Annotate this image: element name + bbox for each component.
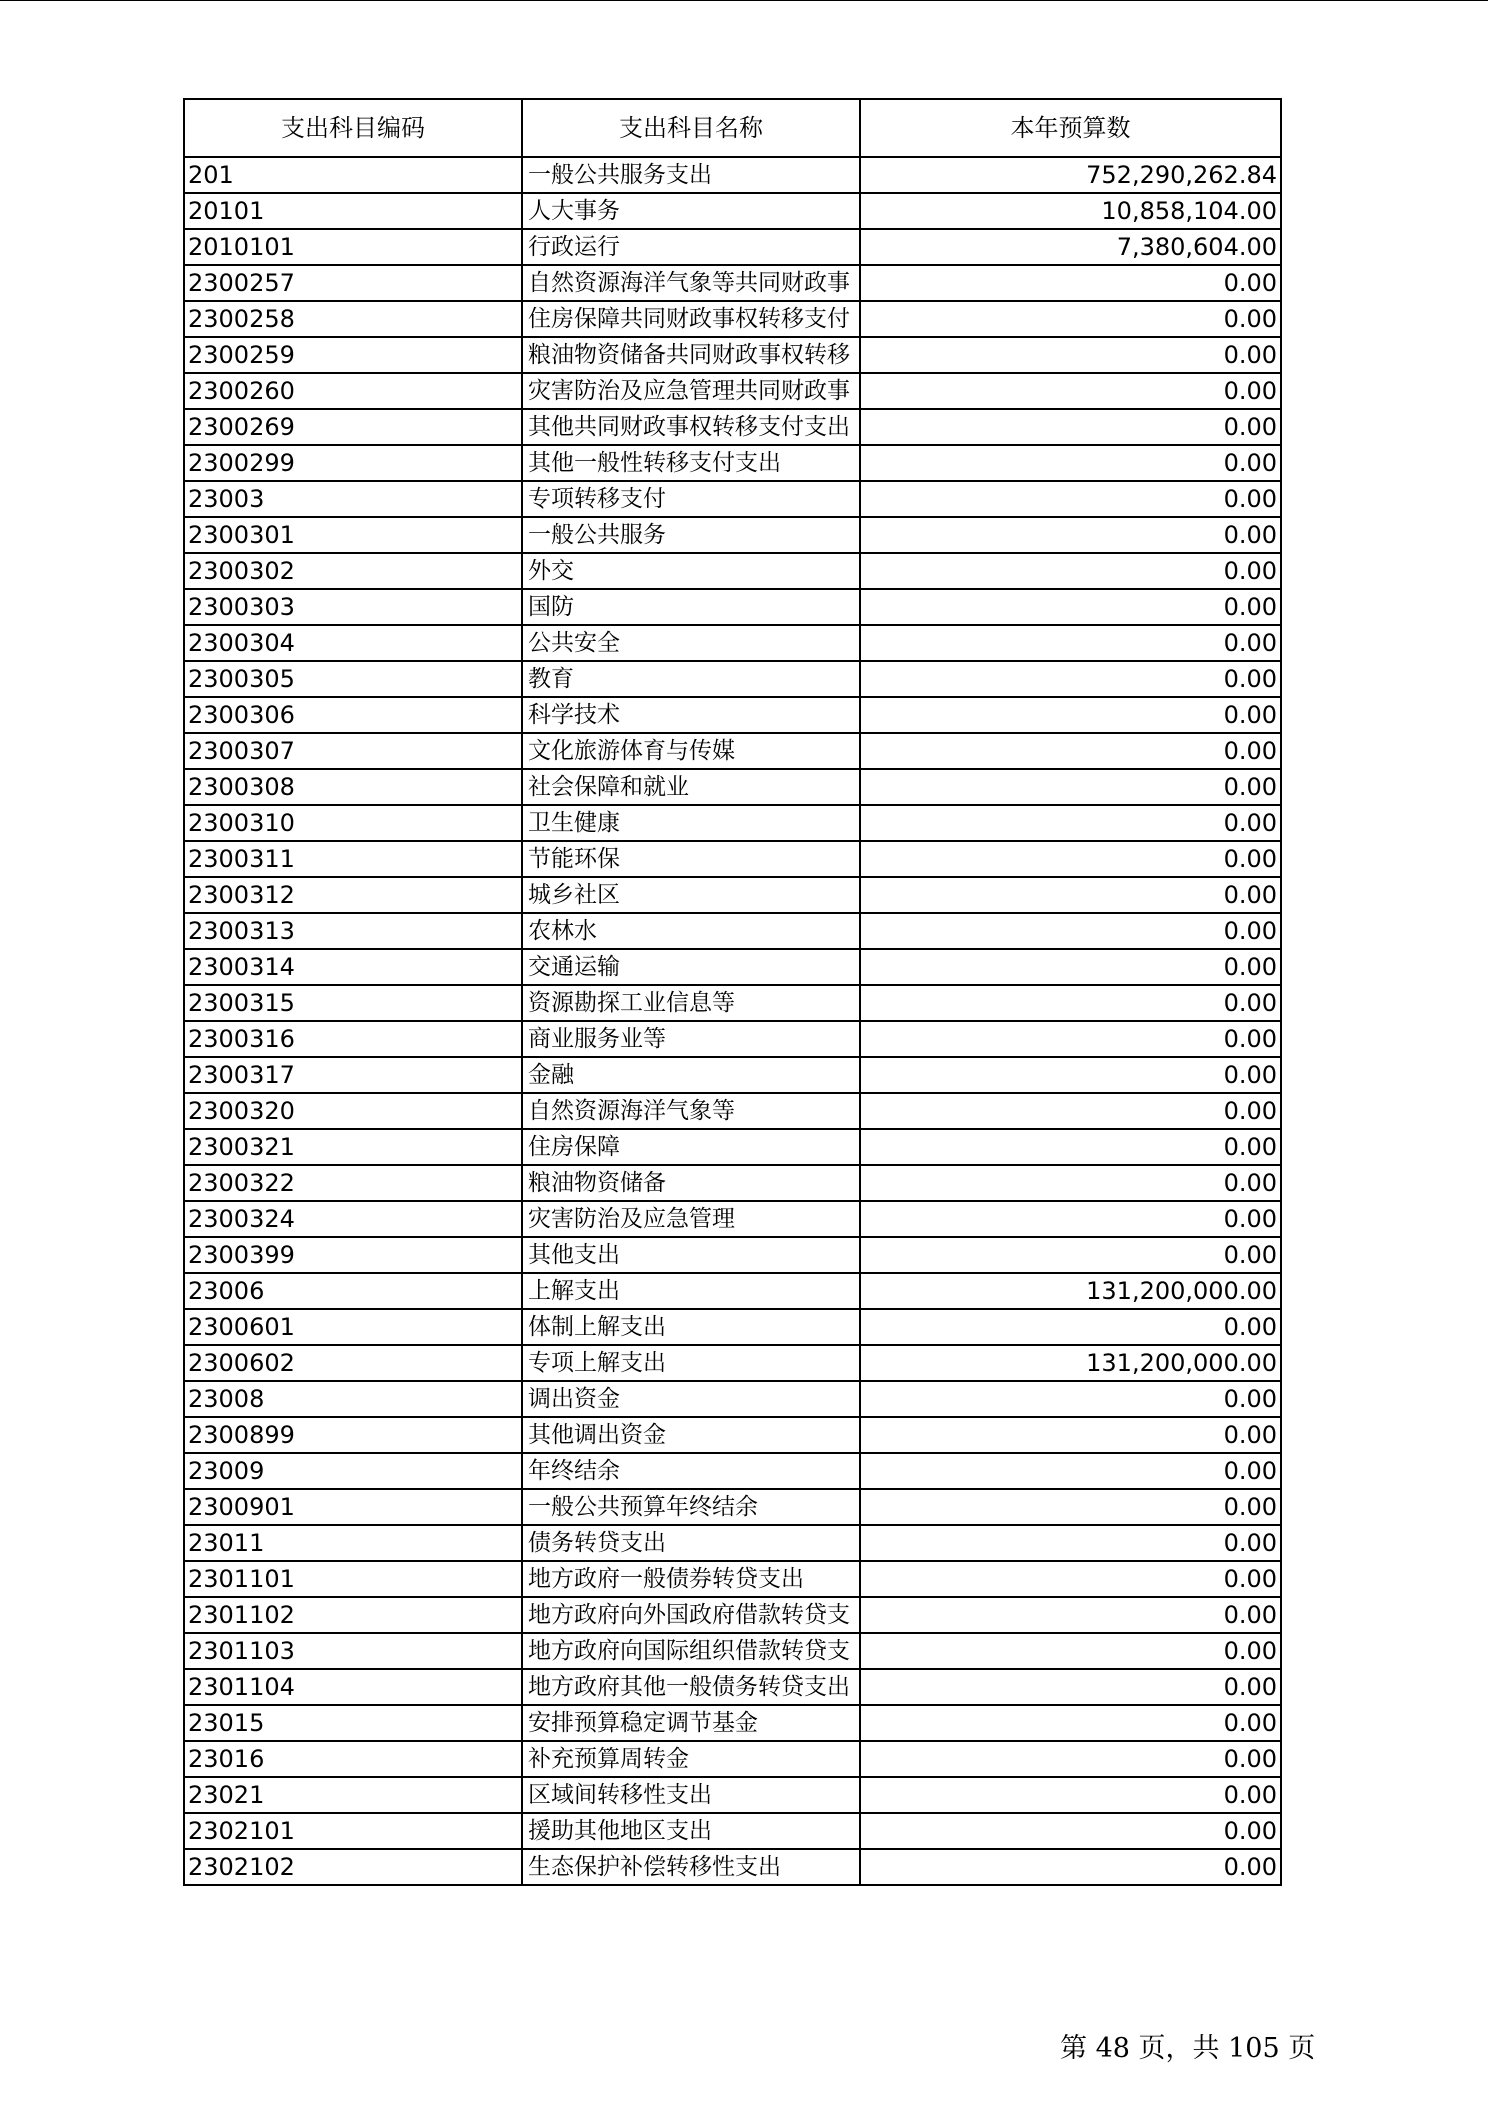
cell-code: 2300306: [184, 697, 522, 733]
table-row: [184, 1345, 1281, 1381]
cell-name: 其他共同财政事权转移支付支出: [522, 409, 860, 445]
cell-amount: 0.00: [860, 1057, 1281, 1093]
cell-amount: 0.00: [860, 1741, 1281, 1777]
cell-name: 教育: [522, 661, 860, 697]
table-row: [184, 949, 1281, 985]
cell-name: 一般公共服务支出: [522, 157, 860, 193]
cell-name: 自然资源海洋气象等: [522, 1093, 860, 1129]
cell-name: 专项转移支付: [522, 481, 860, 517]
table-row: [184, 1381, 1281, 1417]
cell-name: 公共安全: [522, 625, 860, 661]
cell-code: 23008: [184, 1381, 522, 1417]
cell-amount: 0.00: [860, 1165, 1281, 1201]
cell-code: 2300305: [184, 661, 522, 697]
table-row: [184, 1417, 1281, 1453]
table-row: [184, 913, 1281, 949]
cell-name: 住房保障共同财政事权转移支付: [522, 301, 860, 337]
header-amount: 本年预算数: [860, 99, 1281, 157]
cell-amount: 0.00: [860, 1417, 1281, 1453]
cell-amount: 131,200,000.00: [860, 1273, 1281, 1309]
cell-amount: 0.00: [860, 1633, 1281, 1669]
cell-amount: 0.00: [860, 265, 1281, 301]
table-row: [184, 1525, 1281, 1561]
cell-name: 灾害防治及应急管理共同财政事: [522, 373, 860, 409]
cell-name: 其他一般性转移支付支出: [522, 445, 860, 481]
cell-code: 2300601: [184, 1309, 522, 1345]
table-row: [184, 1489, 1281, 1525]
table-row: [184, 265, 1281, 301]
table-row: [184, 337, 1281, 373]
cell-code: 2300304: [184, 625, 522, 661]
cell-name: 生态保护补偿转移性支出: [522, 1849, 860, 1885]
cell-name: 地方政府一般债券转贷支出: [522, 1561, 860, 1597]
table-row: [184, 517, 1281, 553]
cell-name: 安排预算稳定调节基金: [522, 1705, 860, 1741]
cell-name: 卫生健康: [522, 805, 860, 841]
cell-amount: 0.00: [860, 1525, 1281, 1561]
table-row: [184, 481, 1281, 517]
cell-amount: 0.00: [860, 337, 1281, 373]
table-row: [184, 1201, 1281, 1237]
cell-name: 年终结余: [522, 1453, 860, 1489]
cell-code: 2300312: [184, 877, 522, 913]
cell-code: 2300901: [184, 1489, 522, 1525]
cell-amount: 0.00: [860, 589, 1281, 625]
cell-amount: 0.00: [860, 481, 1281, 517]
cell-name: 专项上解支出: [522, 1345, 860, 1381]
cell-amount: 0.00: [860, 445, 1281, 481]
cell-code: 23006: [184, 1273, 522, 1309]
table-row: [184, 1453, 1281, 1489]
cell-amount: 0.00: [860, 877, 1281, 913]
cell-name: 自然资源海洋气象等共同财政事: [522, 265, 860, 301]
cell-code: 2300314: [184, 949, 522, 985]
cell-amount: 0.00: [860, 1813, 1281, 1849]
cell-name: 补充预算周转金: [522, 1741, 860, 1777]
cell-code: 2300313: [184, 913, 522, 949]
table-row: [184, 769, 1281, 805]
cell-amount: 0.00: [860, 913, 1281, 949]
cell-code: 2300322: [184, 1165, 522, 1201]
cell-code: 2300302: [184, 553, 522, 589]
cell-amount: 0.00: [860, 1381, 1281, 1417]
cell-name: 地方政府向外国政府借款转贷支: [522, 1597, 860, 1633]
cell-amount: 0.00: [860, 1561, 1281, 1597]
cell-name: 人大事务: [522, 193, 860, 229]
cell-code: 2300321: [184, 1129, 522, 1165]
cell-name: 金融: [522, 1057, 860, 1093]
cell-code: 2300310: [184, 805, 522, 841]
cell-code: 2300307: [184, 733, 522, 769]
table-row: [184, 445, 1281, 481]
table-row: [184, 1813, 1281, 1849]
table-row: [184, 1237, 1281, 1273]
table-row: [184, 625, 1281, 661]
cell-code: 23011: [184, 1525, 522, 1561]
budget-table: [183, 98, 1282, 1886]
table-row: [184, 1669, 1281, 1705]
cell-amount: 0.00: [860, 517, 1281, 553]
cell-amount: 10,858,104.00: [860, 193, 1281, 229]
cell-code: 23015: [184, 1705, 522, 1741]
cell-amount: 0.00: [860, 1597, 1281, 1633]
table-row: [184, 1273, 1281, 1309]
cell-amount: 0.00: [860, 373, 1281, 409]
table-body: [184, 157, 1281, 1885]
cell-name: 一般公共预算年终结余: [522, 1489, 860, 1525]
cell-amount: 0.00: [860, 1705, 1281, 1741]
cell-code: 2300602: [184, 1345, 522, 1381]
cell-amount: 0.00: [860, 553, 1281, 589]
cell-amount: 0.00: [860, 1093, 1281, 1129]
cell-amount: 0.00: [860, 1489, 1281, 1525]
cell-amount: 0.00: [860, 985, 1281, 1021]
cell-amount: 0.00: [860, 733, 1281, 769]
cell-name: 住房保障: [522, 1129, 860, 1165]
cell-name: 体制上解支出: [522, 1309, 860, 1345]
cell-name: 商业服务业等: [522, 1021, 860, 1057]
cell-amount: 0.00: [860, 625, 1281, 661]
cell-code: 2300315: [184, 985, 522, 1021]
cell-amount: 0.00: [860, 409, 1281, 445]
cell-name: 地方政府向国际组织借款转贷支: [522, 1633, 860, 1669]
cell-name: 交通运输: [522, 949, 860, 985]
table-row: [184, 229, 1281, 265]
table-row: [184, 1741, 1281, 1777]
table-row: [184, 589, 1281, 625]
cell-name: 外交: [522, 553, 860, 589]
cell-amount: 0.00: [860, 1309, 1281, 1345]
cell-amount: 0.00: [860, 949, 1281, 985]
table-row: [184, 409, 1281, 445]
cell-code: 2300899: [184, 1417, 522, 1453]
cell-code: 2302101: [184, 1813, 522, 1849]
table-row: [184, 1021, 1281, 1057]
table-row: [184, 1165, 1281, 1201]
cell-name: 债务转贷支出: [522, 1525, 860, 1561]
cell-amount: 752,290,262.84: [860, 157, 1281, 193]
cell-code: 23009: [184, 1453, 522, 1489]
table-row: [184, 553, 1281, 589]
cell-amount: 0.00: [860, 1669, 1281, 1705]
page-number: 第 48 页，共 105 页: [1060, 2033, 1316, 2064]
table-row: [184, 733, 1281, 769]
table-row: [184, 373, 1281, 409]
table-row: [184, 877, 1281, 913]
cell-code: 23003: [184, 481, 522, 517]
cell-code: 201: [184, 157, 522, 193]
cell-amount: 131,200,000.00: [860, 1345, 1281, 1381]
cell-amount: 0.00: [860, 1777, 1281, 1813]
cell-code: 2300299: [184, 445, 522, 481]
header-name: 支出科目名称: [522, 99, 860, 157]
cell-amount: 0.00: [860, 1021, 1281, 1057]
cell-name: 粮油物资储备: [522, 1165, 860, 1201]
cell-code: 2010101: [184, 229, 522, 265]
cell-name: 灾害防治及应急管理: [522, 1201, 860, 1237]
cell-amount: 0.00: [860, 841, 1281, 877]
table-row: [184, 1129, 1281, 1165]
cell-code: 2301102: [184, 1597, 522, 1633]
cell-name: 社会保障和就业: [522, 769, 860, 805]
top-border-line: [0, 0, 1488, 1]
cell-name: 区域间转移性支出: [522, 1777, 860, 1813]
cell-name: 农林水: [522, 913, 860, 949]
table-row: [184, 841, 1281, 877]
table-row: [184, 1597, 1281, 1633]
cell-code: 2300257: [184, 265, 522, 301]
cell-code: 2300317: [184, 1057, 522, 1093]
table-row: [184, 1057, 1281, 1093]
table-row: [184, 1309, 1281, 1345]
cell-code: 2300324: [184, 1201, 522, 1237]
cell-code: 2300301: [184, 517, 522, 553]
cell-name: 资源勘探工业信息等: [522, 985, 860, 1021]
cell-name: 粮油物资储备共同财政事权转移: [522, 337, 860, 373]
header-code: 支出科目编码: [184, 99, 522, 157]
cell-amount: 0.00: [860, 1237, 1281, 1273]
cell-name: 科学技术: [522, 697, 860, 733]
cell-name: 其他支出: [522, 1237, 860, 1273]
cell-code: 23021: [184, 1777, 522, 1813]
cell-code: 2301101: [184, 1561, 522, 1597]
cell-amount: 0.00: [860, 661, 1281, 697]
table-row: [184, 1777, 1281, 1813]
cell-code: 2300320: [184, 1093, 522, 1129]
cell-code: 23016: [184, 1741, 522, 1777]
cell-name: 文化旅游体育与传媒: [522, 733, 860, 769]
cell-name: 援助其他地区支出: [522, 1813, 860, 1849]
cell-amount: 0.00: [860, 1453, 1281, 1489]
table-row: [184, 1849, 1281, 1885]
cell-name: 调出资金: [522, 1381, 860, 1417]
cell-amount: 0.00: [860, 1849, 1281, 1885]
cell-code: 2300316: [184, 1021, 522, 1057]
cell-amount: 0.00: [860, 1201, 1281, 1237]
table-row: [184, 1705, 1281, 1741]
cell-code: 2300399: [184, 1237, 522, 1273]
cell-code: 2300303: [184, 589, 522, 625]
cell-code: 2300258: [184, 301, 522, 337]
cell-name: 城乡社区: [522, 877, 860, 913]
cell-amount: 0.00: [860, 1129, 1281, 1165]
cell-code: 2300308: [184, 769, 522, 805]
table-row: [184, 697, 1281, 733]
cell-name: 其他调出资金: [522, 1417, 860, 1453]
cell-amount: 0.00: [860, 301, 1281, 337]
cell-code: 2302102: [184, 1849, 522, 1885]
cell-name: 行政运行: [522, 229, 860, 265]
cell-code: 2300260: [184, 373, 522, 409]
table-row: [184, 805, 1281, 841]
cell-code: 20101: [184, 193, 522, 229]
cell-code: 2300311: [184, 841, 522, 877]
cell-amount: 0.00: [860, 805, 1281, 841]
cell-code: 2300259: [184, 337, 522, 373]
cell-name: 一般公共服务: [522, 517, 860, 553]
cell-code: 2300269: [184, 409, 522, 445]
table-row: [184, 985, 1281, 1021]
table-row: [184, 193, 1281, 229]
cell-name: 节能环保: [522, 841, 860, 877]
table-row: [184, 1633, 1281, 1669]
cell-name: 上解支出: [522, 1273, 860, 1309]
table-header-row: [184, 99, 1281, 157]
table-row: [184, 1093, 1281, 1129]
cell-amount: 0.00: [860, 769, 1281, 805]
table-row: [184, 1561, 1281, 1597]
table-row: [184, 301, 1281, 337]
cell-name: 国防: [522, 589, 860, 625]
cell-code: 2301104: [184, 1669, 522, 1705]
cell-name: 地方政府其他一般债务转贷支出: [522, 1669, 860, 1705]
cell-amount: 7,380,604.00: [860, 229, 1281, 265]
table-row: [184, 661, 1281, 697]
table-row: [184, 157, 1281, 193]
cell-amount: 0.00: [860, 697, 1281, 733]
cell-code: 2301103: [184, 1633, 522, 1669]
